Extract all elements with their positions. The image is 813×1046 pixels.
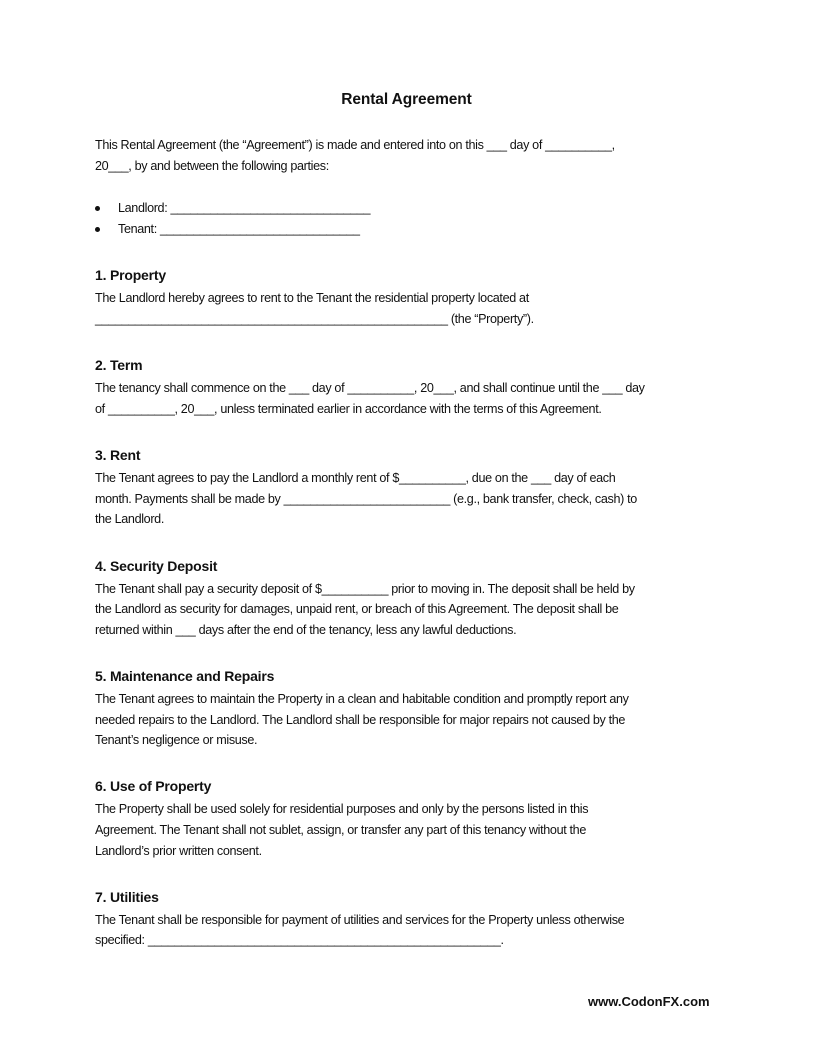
section-line: Landlord’s prior written consent. xyxy=(95,844,262,858)
section-line: of __________, 20___, unless terminated earlier in accordance with the terms of this Agreement. xyxy=(95,402,602,416)
section-line: The Landlord hereby agrees to rent to the Tenant the residential property located at xyxy=(95,291,529,305)
section-heading: 2. Term xyxy=(95,357,143,373)
party-text: Landlord: ______________________________ xyxy=(118,201,371,215)
section-heading: 1. Property xyxy=(95,267,166,283)
section-line: The Tenant shall be responsible for payment of utilities and services for the Property unless otherwise xyxy=(95,913,625,927)
section-line: _____________________________________________________ (the “Property”). xyxy=(95,312,534,326)
intro-line: This Rental Agreement (the “Agreement”) is made and entered into on this ___ day of __________, xyxy=(95,138,615,152)
document-title: Rental Agreement xyxy=(341,91,472,108)
section-line: Agreement. The Tenant shall not sublet, assign, or transfer any part of this tenancy without the xyxy=(95,823,586,837)
bullet-icon xyxy=(95,227,100,232)
section-line: Tenant’s negligence or misuse. xyxy=(95,733,258,747)
bullet-icon xyxy=(95,206,100,211)
section-line: month. Payments shall be made by _________________________ (e.g., bank transfer, check, cash) to xyxy=(95,492,637,506)
section-heading: 4. Security Deposit xyxy=(95,558,218,574)
section-line: The Tenant shall pay a security deposit of $__________ prior to moving in. The deposit shall be held by xyxy=(95,582,635,596)
footer-website: www.CodonFX.com xyxy=(588,994,710,1009)
section-line: The tenancy shall commence on the ___ day of __________, 20___, and shall continue until the ___ day xyxy=(95,381,645,395)
section-heading: 6. Use of Property xyxy=(95,778,212,794)
section-line: The Tenant agrees to maintain the Property in a clean and habitable condition and promptly report any xyxy=(95,692,629,706)
section-line: The Property shall be used solely for residential purposes and only by the persons listed in this xyxy=(95,802,589,816)
section-line: The Tenant agrees to pay the Landlord a monthly rent of $__________, due on the ___ day of each xyxy=(95,471,616,485)
intro-line: 20___, by and between the following parties: xyxy=(95,159,329,173)
party-text: Tenant: ______________________________ xyxy=(118,222,360,236)
section-heading: 7. Utilities xyxy=(95,889,159,905)
section-heading: 5. Maintenance and Repairs xyxy=(95,668,275,684)
section-line: needed repairs to the Landlord. The Landlord shall be responsible for major repairs not caused by the xyxy=(95,713,626,727)
section-line: returned within ___ days after the end of the tenancy, less any lawful deductions. xyxy=(95,623,517,637)
section-line: specified: _____________________________________________________. xyxy=(95,933,504,947)
section-line: the Landlord. xyxy=(95,512,164,526)
section-line: the Landlord as security for damages, unpaid rent, or breach of this Agreement. The deposit shall be xyxy=(95,602,619,616)
section-heading: 3. Rent xyxy=(95,447,141,463)
